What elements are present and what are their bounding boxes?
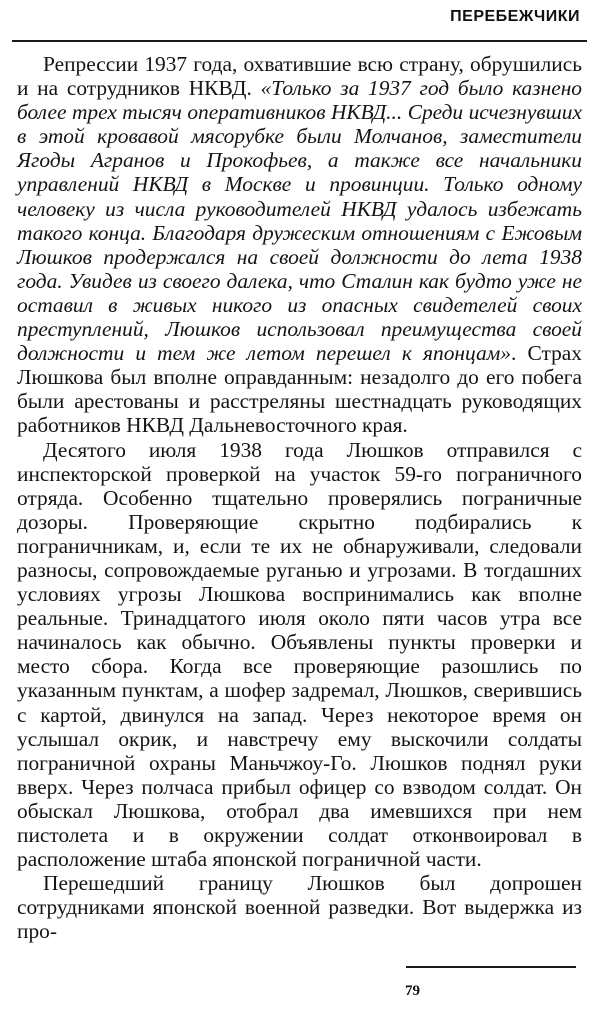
paragraph-1 xyxy=(17,52,582,438)
page-number: 79 xyxy=(405,983,420,999)
footer-rule xyxy=(406,966,576,968)
paragraph-2: Десятого июля 1938 года Люшков отправился с инспекторской проверкой на участок 59-го пограничного отряда. Особенно тщательно проверялись пограничные дозоры. Проверяющие скрытно подбирались к пограничникам, и, если те их не обнаруживали, следовали разносы, сопровождаемые руганью и угрозами. В тогдашних условиях угрозы Люшкова воспринимались как вполне реальные. Тринадцатого июля около пяти часов утра все начиналось как обычно. Объявлены пункты проверки и место сбора. Когда все проверяющие разошлись по указанным пунктам, а шофер задремал, Люшков, сверившись с картой, двинулся на запад. Через некоторое время он услышал окрик, и навстречу ему выскочили солдаты пограничной охраны Маньчжоу-Го. Люшков поднял руки вверх. Через полчаса прибыл офицер со взводом солдат. Он обыскал Люшкова, отобрал два имевшихся при нем пистолета и в окружении солдат отконвоировал в расположение штаба японской пограничной части. xyxy=(17,437,582,872)
paragraph-1-quote: «Только за 1937 год было казнено более трех тысяч оперативников НКВД... Среди исчезнувших в этой кровавой мясорубке были Молчанов, заместители Ягоды Агранов и Прокофьев, а также все начальники управлений НКВД в Москве и провинции. Только одному человеку из числа руководителей НКВД удалось избежать такого конца. Благодаря дружеским отношениям с Ежовым Люшков продержался на своей должности до лета 1938 года. Увидев из своего далека, что Сталин как будто уже не оставил в живых никого из опасных свидетелей своих преступлений, Люшков использовал преимущества своей должности и тем же летом перешел к японцам» xyxy=(17,76,583,366)
paragraph-1-tail: . Страх Люшкова был вполне оправданным: незадолго до его побега были арестованы и расстреляны шестнадцать руководящих работников НКВД Дальневосточного края. xyxy=(17,341,582,438)
running-head-title: ПЕРЕБЕЖЧИКИ xyxy=(450,8,580,25)
body-text xyxy=(17,52,582,943)
paragraph-3: Перешедший границу Люшков был допрошен сотрудниками японской военной разведки. Вот выдержка из про- xyxy=(17,871,582,944)
paragraph-1-lead: Репрессии 1937 года, охватившие всю страну, обрушились и на сотрудников НКВД. xyxy=(17,52,582,101)
header-rule xyxy=(12,40,587,42)
